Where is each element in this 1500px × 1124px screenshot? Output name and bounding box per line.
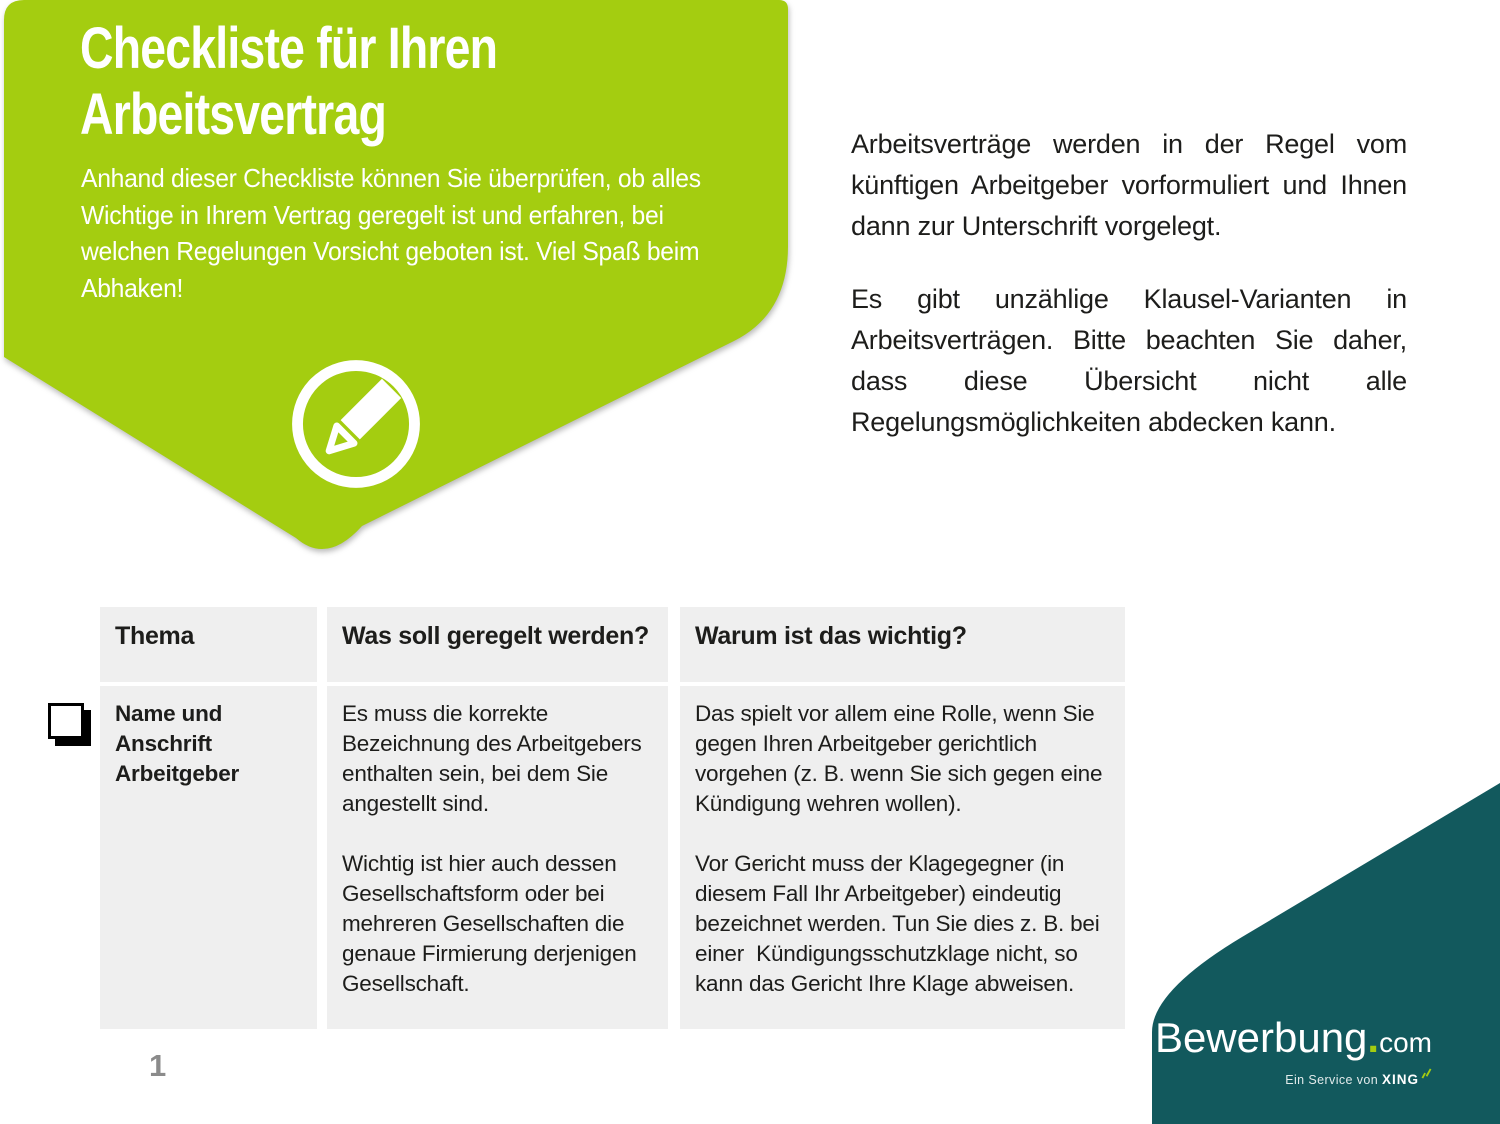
checkbox-icon[interactable] — [48, 703, 84, 739]
table-header-warum-wichtig: Warum ist das wichtig? — [680, 607, 1125, 682]
table-row-thema: Name und Anschrift Arbeitgeber — [100, 686, 317, 1029]
tagline-prefix: Ein Service von — [1285, 1073, 1379, 1088]
table-header-thema: Thema — [100, 607, 317, 682]
brand-wordmark — [1155, 1016, 1432, 1065]
brand-tld: com — [1379, 1027, 1432, 1058]
table-row-regelung — [327, 686, 668, 1029]
page-number: 1 — [149, 1048, 167, 1083]
table-header-was-geregelt: Was soll geregelt werden? — [327, 607, 668, 682]
brand-tagline — [1155, 1068, 1432, 1087]
regelung-paragraph-1: Es muss die korrekte Bezeichnung des Arbeitgebers enthalten sein, bei dem Sie angestellt sind. — [342, 701, 648, 816]
tagline-brand: XING — [1381, 1072, 1419, 1088]
hero-subtitle: Anhand dieser Checkliste können Sie überprüfen, ob alles Wichtige in Ihrem Vertrag geregelt ist und erfahren, bei welchen Regelungen Vorsicht geboten ist. Viel Spaß beim Abhaken! — [81, 163, 701, 303]
wichtig-paragraph-1: Das spielt vor allem eine Rolle, wenn Sie gegen Ihren Arbeitgeber gerichtlich vorgehen (z. B. wenn Sie sich gegen eine Kündigung wehren wollen). — [695, 701, 1109, 816]
brand-name: Bewerbung — [1154, 1014, 1368, 1061]
intro-paragraph-1: Arbeitsverträge werden in der Regel vom künftigen Arbeitgeber vorformuliert und Ihnen dann zur Unterschrift vorgelegt. — [851, 129, 1407, 241]
brand-dot: . — [1367, 1014, 1380, 1061]
regelung-paragraph-2: Wichtig ist hier auch dessen Gesellschaftsform oder bei mehreren Gesellschaften die genaue Firmierung derjenigen Gesellschaft. — [342, 851, 643, 996]
intro-text — [851, 124, 1407, 443]
intro-paragraph-2: Es gibt unzählige Klausel-Varianten in Arbeitsverträgen. Bitte beachten Sie daher, dass diese Übersicht nicht alle Regelungsmöglichkeiten abdecken kann. — [851, 284, 1407, 437]
xing-sharp-icon — [1421, 1068, 1432, 1082]
wichtig-paragraph-2: Vor Gericht muss der Klagegegner (in diesem Fall Ihr Arbeitgeber) eindeutig bezeichnet werden. Tun Sie dies z. B. bei einer Kündigungsschutzklage nicht, so kann das Gericht Ihre Klage abweisen. — [695, 851, 1106, 996]
pencil-icon — [288, 356, 424, 492]
brand-logo — [1155, 1016, 1432, 1087]
page-title: Checkliste für Ihren Arbeitsvertrag — [80, 16, 498, 147]
table-row-wichtig — [680, 686, 1125, 1029]
